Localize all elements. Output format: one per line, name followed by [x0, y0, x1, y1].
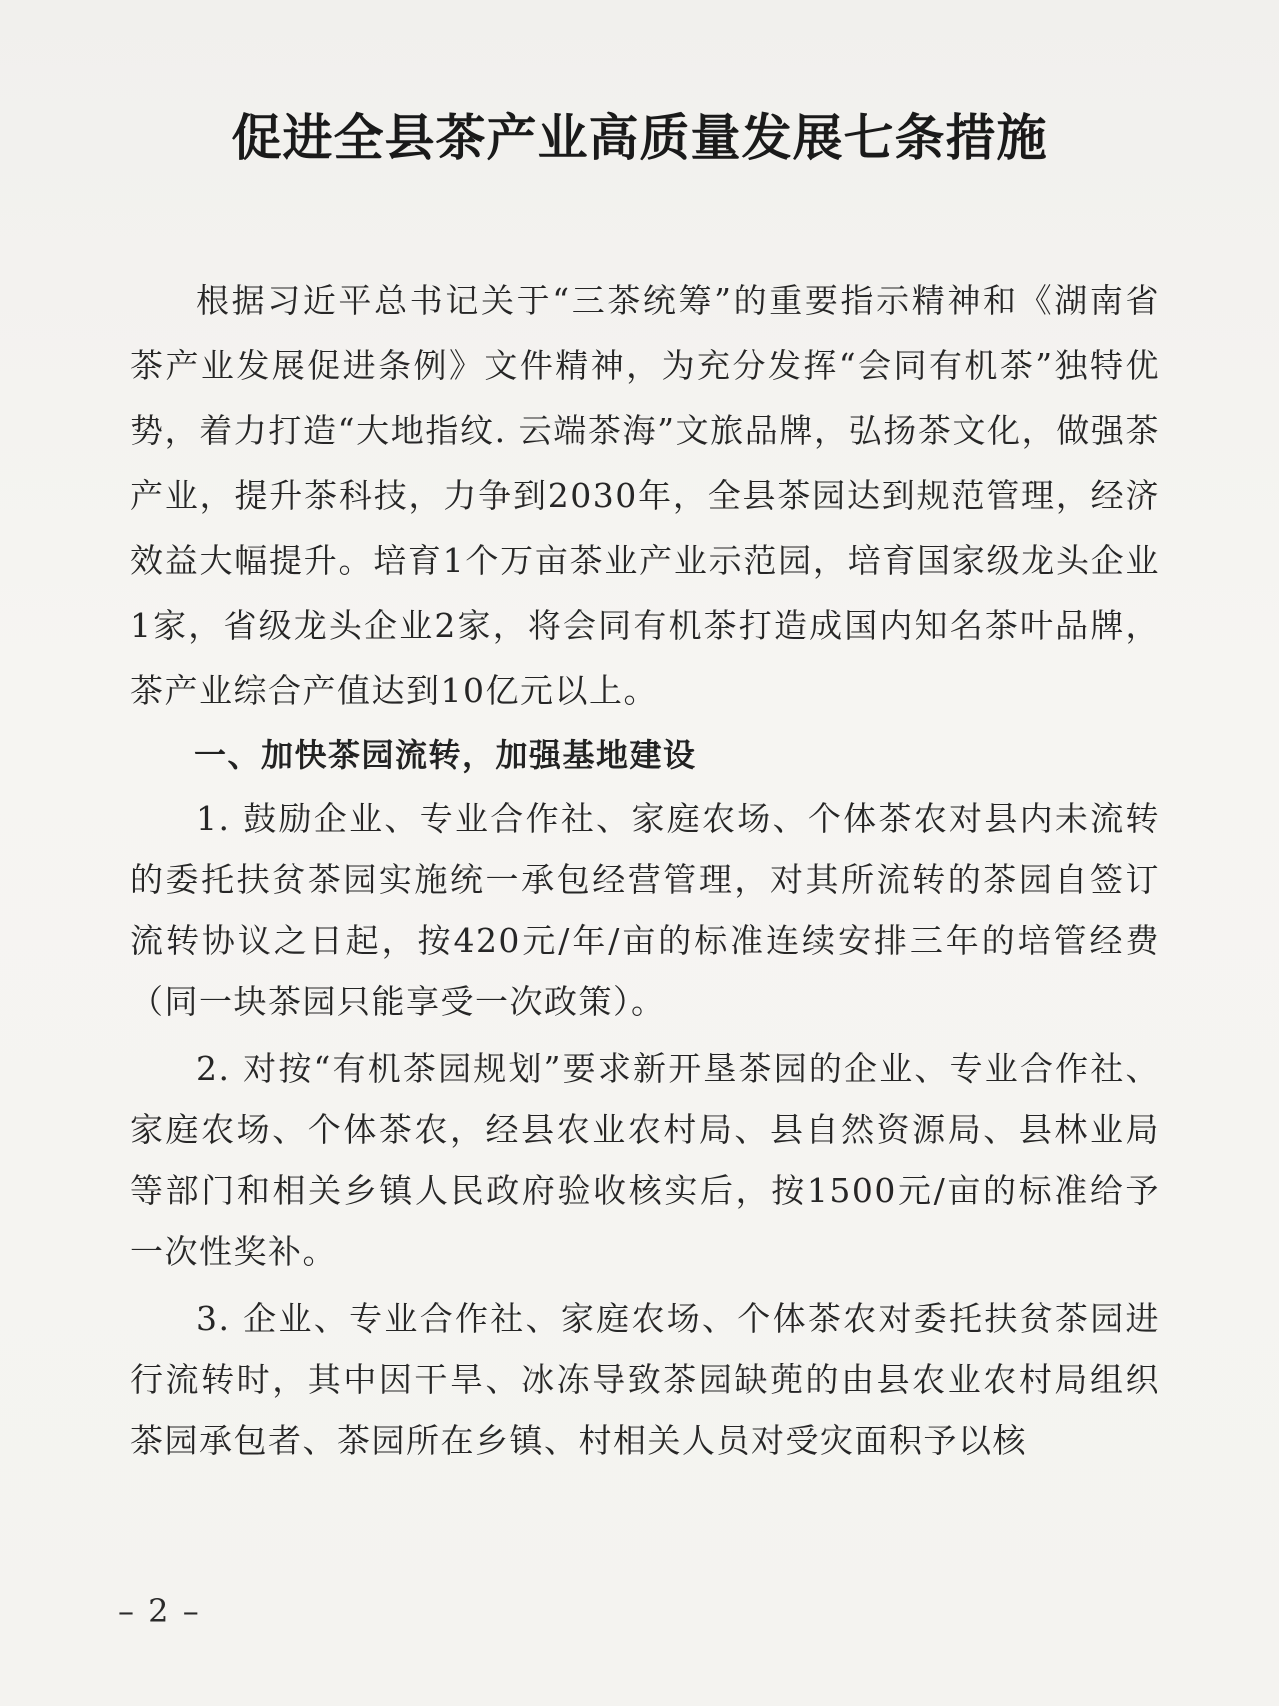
document-body — [130, 268, 1160, 1471]
measure-item-3: 3. 企业、专业合作社、家庭农场、个体茶农对委托扶贫茶园进行流转时，其中因干旱、冰冻导致茶园缺蔸的由县农业农村局组织茶园承包者、茶园所在乡镇、村相关人员对受灾面积予以核 — [130, 1299, 1160, 1460]
measure-item-2: 2. 对按“有机茶园规划”要求新开垦茶园的企业、专业合作社、家庭农场、个体茶农，经县农业农村局、县自然资源局、县林业局等部门和相关乡镇人民政府验收核实后，按1500元/亩的标准给予一次性奖补。 — [130, 1049, 1160, 1271]
page-number: – 2 – — [118, 1592, 201, 1630]
document-title: 促进全县茶产业高质量发展七条措施 — [231, 108, 1048, 167]
measure-item-1: 1. 鼓励企业、专业合作社、家庭农场、个体茶农对县内未流转的委托扶贫茶园实施统一承包经营管理，对其所流转的茶园自签订流转协议之日起，按420元/年/亩的标准连续安排三年的培管经费（同一块茶园只能享受一次政策）。 — [130, 799, 1160, 1021]
section-heading: 一、加快茶园流转，加强基地建设 — [194, 736, 697, 774]
intro-paragraph: 根据习近平总书记关于“三茶统筹”的重要指示精神和《湖南省茶产业发展促进条例》文件精神，为充分发挥“会同有机茶”独特优势，着力打造“大地指纹. 云端茶海”文旅品牌，弘扬茶文化，做强茶产业，提升茶科技，力争到2030年，全县茶园达到规范管理，经济效益大幅提升。培育1个万亩茶业产业示范园，培育国家级龙头企业1家，省级龙头企业2家，将会同有机茶打造成国内知名茶叶品牌，茶产业综合产值达到10亿元以上。 — [130, 281, 1160, 710]
